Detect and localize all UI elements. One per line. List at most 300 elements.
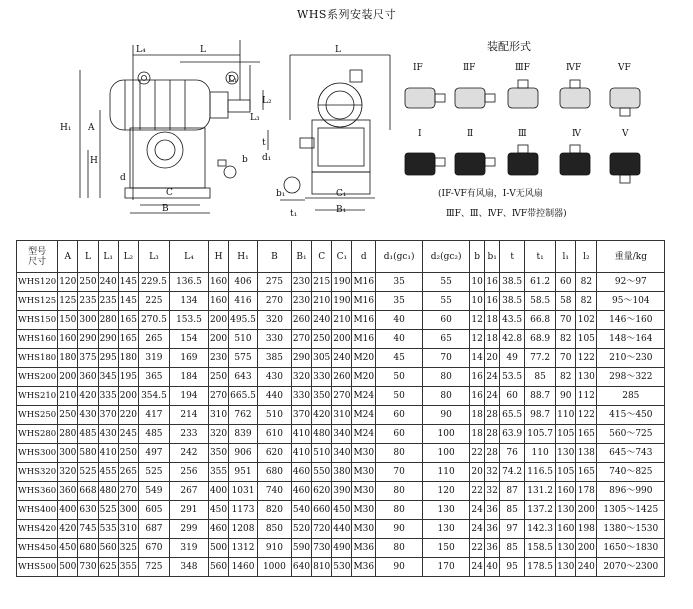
table-cell: 430 bbox=[78, 406, 98, 425]
table-cell: 354.5 bbox=[138, 387, 169, 406]
table-cell: 420 bbox=[78, 387, 98, 406]
table-cell: 210～230 bbox=[597, 349, 665, 368]
table-header bbox=[17, 241, 665, 273]
table-row bbox=[17, 273, 665, 292]
mount-label-top: ⅣF bbox=[566, 63, 582, 73]
table-cell: 1305～1425 bbox=[597, 501, 665, 520]
table-cell: 480 bbox=[98, 482, 118, 501]
mounting-note: ⅢF、Ⅲ、ⅣF、ⅣF带控制器) bbox=[446, 209, 567, 219]
table-cell: 134 bbox=[169, 292, 208, 311]
table-cell: 122 bbox=[576, 406, 597, 425]
table-cell: 90 bbox=[376, 558, 423, 577]
svg-text:L₃: L₃ bbox=[250, 113, 260, 123]
table-cell: M24 bbox=[352, 387, 376, 406]
table-cell: 250 bbox=[78, 273, 98, 292]
table-cell: 485 bbox=[78, 425, 98, 444]
table-cell: 745 bbox=[78, 520, 98, 539]
mount-label-top: ⅢF bbox=[515, 63, 530, 73]
table-cell: 214 bbox=[169, 406, 208, 425]
table-cell: 620 bbox=[312, 482, 332, 501]
table-cell: 497 bbox=[138, 444, 169, 463]
table-cell: 40 bbox=[376, 311, 423, 330]
table-cell: 350 bbox=[312, 387, 332, 406]
svg-text:t: t bbox=[262, 138, 266, 148]
table-cell: M30 bbox=[352, 482, 376, 501]
table-cell: 440 bbox=[257, 387, 291, 406]
column-header: l₁ bbox=[556, 241, 576, 273]
table-cell: 148～164 bbox=[597, 330, 665, 349]
table-cell: M20 bbox=[352, 349, 376, 368]
table-cell: 730 bbox=[312, 539, 332, 558]
table-cell: 180 bbox=[118, 349, 138, 368]
table-cell: 410 bbox=[291, 444, 311, 463]
table-cell: 200 bbox=[118, 387, 138, 406]
table-cell: 1380～1530 bbox=[597, 520, 665, 539]
table-cell: 130 bbox=[576, 368, 597, 387]
table-cell: 80 bbox=[423, 368, 470, 387]
column-header: d₂(gc₂) bbox=[423, 241, 470, 273]
table-cell: 340 bbox=[332, 444, 352, 463]
table-cell: 198 bbox=[576, 520, 597, 539]
mount-label-bottom: Ⅰ bbox=[418, 129, 422, 139]
table-cell: 16 bbox=[485, 273, 500, 292]
column-header: L₂ bbox=[118, 241, 138, 273]
table-row bbox=[17, 501, 665, 520]
table-cell: 82 bbox=[556, 368, 576, 387]
table-row bbox=[17, 444, 665, 463]
table-cell: 24 bbox=[470, 520, 485, 539]
table-cell: WHS420 bbox=[17, 520, 58, 539]
svg-text:d₁: d₁ bbox=[262, 153, 272, 163]
table-cell: 66.8 bbox=[525, 311, 556, 330]
table-cell: 60 bbox=[556, 273, 576, 292]
table-cell: 720 bbox=[312, 520, 332, 539]
table-cell: 200 bbox=[576, 539, 597, 558]
column-header: L₃ bbox=[138, 241, 169, 273]
table-cell: 55 bbox=[423, 292, 470, 311]
table-cell: 340 bbox=[332, 425, 352, 444]
table-cell: 310 bbox=[208, 406, 228, 425]
table-cell: 510 bbox=[257, 406, 291, 425]
table-cell: 270 bbox=[332, 387, 352, 406]
table-cell: 430 bbox=[98, 425, 118, 444]
table-cell: 110 bbox=[525, 444, 556, 463]
table-cell: 38.5 bbox=[500, 273, 525, 292]
table-cell: M16 bbox=[352, 330, 376, 349]
table-cell: 625 bbox=[98, 558, 118, 577]
table-cell: 200 bbox=[332, 330, 352, 349]
table-cell: 130 bbox=[556, 539, 576, 558]
table-cell: WHS280 bbox=[17, 425, 58, 444]
table-cell: 18 bbox=[470, 425, 485, 444]
mount-label-top: ⅤF bbox=[618, 63, 631, 73]
table-cell: 170 bbox=[423, 558, 470, 577]
table-row bbox=[17, 558, 665, 577]
table-cell: 490 bbox=[332, 539, 352, 558]
table-cell: 153.5 bbox=[169, 311, 208, 330]
table-cell: 110 bbox=[556, 406, 576, 425]
table-cell: 210 bbox=[58, 387, 78, 406]
table-cell: 535 bbox=[98, 520, 118, 539]
table-cell: 97 bbox=[500, 520, 525, 539]
table-cell: WHS450 bbox=[17, 539, 58, 558]
table-cell: M24 bbox=[352, 406, 376, 425]
table-cell: 160 bbox=[556, 520, 576, 539]
table-cell: 590 bbox=[291, 539, 311, 558]
table-cell: 298～322 bbox=[597, 368, 665, 387]
table-cell: 280 bbox=[58, 425, 78, 444]
table-cell: 32 bbox=[485, 463, 500, 482]
mount-label-bottom: Ⅳ bbox=[572, 129, 581, 139]
column-header: t bbox=[500, 241, 525, 273]
table-cell: 130 bbox=[556, 558, 576, 577]
table-cell: 560 bbox=[98, 539, 118, 558]
table-cell: 417 bbox=[138, 406, 169, 425]
table-cell: WHS160 bbox=[17, 330, 58, 349]
table-cell: 160 bbox=[208, 273, 228, 292]
table-cell: 16 bbox=[470, 387, 485, 406]
table-cell: 643 bbox=[229, 368, 258, 387]
table-cell: 400 bbox=[208, 482, 228, 501]
table-cell: 235 bbox=[98, 292, 118, 311]
table-cell: 105.7 bbox=[525, 425, 556, 444]
mount-label-bottom: Ⅲ bbox=[518, 129, 527, 139]
table-cell: 154 bbox=[169, 330, 208, 349]
table-row bbox=[17, 292, 665, 311]
table-cell: 305 bbox=[312, 349, 332, 368]
table-cell: 762 bbox=[229, 406, 258, 425]
column-header: d₁(gc₁) bbox=[376, 241, 423, 273]
table-cell: 450 bbox=[208, 501, 228, 520]
table-cell: 145 bbox=[118, 292, 138, 311]
table-cell: 16 bbox=[485, 292, 500, 311]
table-cell: 85 bbox=[500, 539, 525, 558]
table-cell: 14 bbox=[470, 349, 485, 368]
table-cell: 43.5 bbox=[500, 311, 525, 330]
svg-text:L₄: L₄ bbox=[136, 45, 146, 55]
table-cell: 58 bbox=[556, 292, 576, 311]
table-cell: 319 bbox=[169, 539, 208, 558]
table-cell: 450 bbox=[58, 539, 78, 558]
svg-text:L₂: L₂ bbox=[262, 96, 272, 106]
table-cell: 390 bbox=[332, 482, 352, 501]
table-cell: 345 bbox=[98, 368, 118, 387]
table-cell: 230 bbox=[291, 292, 311, 311]
table-cell: 40 bbox=[376, 330, 423, 349]
table-cell: 730 bbox=[78, 558, 98, 577]
table-cell: 88.7 bbox=[525, 387, 556, 406]
table-cell: 740 bbox=[257, 482, 291, 501]
table-cell: 270 bbox=[118, 482, 138, 501]
svg-text:A: A bbox=[88, 123, 95, 133]
table-cell: 300 bbox=[118, 501, 138, 520]
table-cell: 60 bbox=[376, 425, 423, 444]
table-cell: 1460 bbox=[229, 558, 258, 577]
table-cell: 122 bbox=[576, 349, 597, 368]
table-cell: 250 bbox=[312, 330, 332, 349]
table-cell: 480 bbox=[312, 425, 332, 444]
table-cell: 240 bbox=[332, 349, 352, 368]
table-cell: 28 bbox=[485, 406, 500, 425]
table-cell: 35 bbox=[376, 273, 423, 292]
table-cell: 76 bbox=[500, 444, 525, 463]
table-cell: 230 bbox=[291, 273, 311, 292]
table-cell: 549 bbox=[138, 482, 169, 501]
table-cell: M16 bbox=[352, 273, 376, 292]
mount-label-bottom: Ⅴ bbox=[622, 129, 629, 139]
table-cell: 265 bbox=[138, 330, 169, 349]
table-cell: 406 bbox=[229, 273, 258, 292]
table-cell: 839 bbox=[229, 425, 258, 444]
table-cell: 82 bbox=[556, 330, 576, 349]
table-cell: 525 bbox=[78, 463, 98, 482]
table-cell: 190 bbox=[332, 292, 352, 311]
table-cell: 20 bbox=[470, 463, 485, 482]
table-cell: 160 bbox=[208, 292, 228, 311]
table-cell: 290 bbox=[78, 330, 98, 349]
table-cell: 74.2 bbox=[500, 463, 525, 482]
table-cell: 70 bbox=[423, 349, 470, 368]
table-row bbox=[17, 311, 665, 330]
svg-text:C: C bbox=[166, 188, 173, 198]
table-cell: 36 bbox=[485, 520, 500, 539]
table-cell: 45 bbox=[376, 349, 423, 368]
table-cell: 85 bbox=[525, 368, 556, 387]
table-cell: 687 bbox=[138, 520, 169, 539]
table-cell: 12 bbox=[470, 330, 485, 349]
table-cell: M36 bbox=[352, 539, 376, 558]
column-header: C₁ bbox=[332, 241, 352, 273]
table-cell: 310 bbox=[332, 406, 352, 425]
table-row bbox=[17, 330, 665, 349]
table-cell: 229.5 bbox=[138, 273, 169, 292]
column-header: 重量/kg bbox=[597, 241, 665, 273]
column-header: C bbox=[312, 241, 332, 273]
table-cell: 105 bbox=[556, 425, 576, 444]
column-header: b bbox=[470, 241, 485, 273]
table-cell: 906 bbox=[229, 444, 258, 463]
table-cell: 116.5 bbox=[525, 463, 556, 482]
dimension-table bbox=[16, 240, 665, 577]
mount-label-bottom: Ⅱ bbox=[467, 129, 474, 139]
table-cell: 265 bbox=[118, 463, 138, 482]
column-header: L₁ bbox=[98, 241, 118, 273]
mount-label-top: ⅡF bbox=[463, 63, 476, 73]
table-cell: 330 bbox=[312, 368, 332, 387]
table-cell: 355 bbox=[208, 463, 228, 482]
table-cell: 10 bbox=[470, 273, 485, 292]
table-cell: 540 bbox=[291, 501, 311, 520]
column-header: A bbox=[58, 241, 78, 273]
table-cell: 70 bbox=[376, 463, 423, 482]
table-cell: 275 bbox=[257, 273, 291, 292]
column-header: B bbox=[257, 241, 291, 273]
table-cell: 640 bbox=[291, 558, 311, 577]
table-cell: 1173 bbox=[229, 501, 258, 520]
table-cell: 120 bbox=[58, 273, 78, 292]
table-cell: 320 bbox=[257, 311, 291, 330]
table-cell: 200 bbox=[208, 330, 228, 349]
table-cell: 150 bbox=[423, 539, 470, 558]
table-cell: M30 bbox=[352, 444, 376, 463]
table-cell: 63.9 bbox=[500, 425, 525, 444]
table-cell: 24 bbox=[470, 501, 485, 520]
table-cell: 82 bbox=[576, 292, 597, 311]
table-cell: 55 bbox=[423, 273, 470, 292]
table-cell: 460 bbox=[291, 463, 311, 482]
table-cell: 210 bbox=[332, 311, 352, 330]
table-cell: 165 bbox=[118, 330, 138, 349]
table-cell: 165 bbox=[576, 463, 597, 482]
table-cell: 105 bbox=[556, 463, 576, 482]
mount-label-top: ⅠF bbox=[413, 63, 423, 73]
table-cell: 360 bbox=[78, 368, 98, 387]
table-cell: 87 bbox=[500, 482, 525, 501]
table-cell: 22 bbox=[470, 444, 485, 463]
table-cell: 100 bbox=[423, 444, 470, 463]
table-cell: 158.5 bbox=[525, 539, 556, 558]
table-cell: WHS200 bbox=[17, 368, 58, 387]
table-cell: 194 bbox=[169, 387, 208, 406]
table-cell: 80 bbox=[376, 539, 423, 558]
table-cell: 90 bbox=[556, 387, 576, 406]
table-cell: 150 bbox=[58, 311, 78, 330]
table-cell: 645～743 bbox=[597, 444, 665, 463]
table-cell: 70 bbox=[556, 349, 576, 368]
table-cell: WHS125 bbox=[17, 292, 58, 311]
table-cell: 35 bbox=[376, 292, 423, 311]
table-cell: 400 bbox=[58, 501, 78, 520]
table-cell: 36 bbox=[485, 501, 500, 520]
table-cell: 416 bbox=[229, 292, 258, 311]
table-cell: 740～825 bbox=[597, 463, 665, 482]
svg-text:d: d bbox=[120, 173, 126, 183]
table-cell: 160 bbox=[556, 482, 576, 501]
table-cell: 50 bbox=[376, 387, 423, 406]
table-cell: 110 bbox=[423, 463, 470, 482]
table-cell: 330 bbox=[257, 330, 291, 349]
table-cell: 112 bbox=[576, 387, 597, 406]
table-cell: 28 bbox=[485, 425, 500, 444]
svg-text:t₁: t₁ bbox=[290, 209, 298, 219]
column-header: L bbox=[78, 241, 98, 273]
table-cell: 165 bbox=[118, 311, 138, 330]
table-cell: 102 bbox=[576, 311, 597, 330]
table-cell: M24 bbox=[352, 425, 376, 444]
table-cell: 250 bbox=[118, 444, 138, 463]
table-cell: 365 bbox=[138, 368, 169, 387]
table-cell: 725 bbox=[138, 558, 169, 577]
table-cell: 65.5 bbox=[500, 406, 525, 425]
table-row bbox=[17, 520, 665, 539]
table-cell: 420 bbox=[58, 520, 78, 539]
column-header: L₄ bbox=[169, 241, 208, 273]
table-cell: 24 bbox=[485, 387, 500, 406]
table-cell: 184 bbox=[169, 368, 208, 387]
column-header: t₁ bbox=[525, 241, 556, 273]
table-row bbox=[17, 387, 665, 406]
table-cell: 130 bbox=[556, 444, 576, 463]
table-cell: WHS400 bbox=[17, 501, 58, 520]
table-cell: 100 bbox=[423, 425, 470, 444]
table-cell: 665.5 bbox=[229, 387, 258, 406]
table-row bbox=[17, 463, 665, 482]
table-cell: 178 bbox=[576, 482, 597, 501]
table-cell: 440 bbox=[332, 520, 352, 539]
table-cell: 60 bbox=[376, 406, 423, 425]
table-cell: 668 bbox=[78, 482, 98, 501]
table-cell: 18 bbox=[485, 311, 500, 330]
svg-text:H₁: H₁ bbox=[60, 123, 72, 133]
table-cell: 36 bbox=[485, 539, 500, 558]
table-cell: 68.9 bbox=[525, 330, 556, 349]
table-cell: 385 bbox=[257, 349, 291, 368]
table-cell: 10 bbox=[470, 292, 485, 311]
table-cell: 370 bbox=[98, 406, 118, 425]
table-cell: 136.5 bbox=[169, 273, 208, 292]
table-cell: 355 bbox=[118, 558, 138, 577]
table-cell: 951 bbox=[229, 463, 258, 482]
table-cell: 430 bbox=[257, 368, 291, 387]
table-cell: 290 bbox=[291, 349, 311, 368]
table-cell: 233 bbox=[169, 425, 208, 444]
table-cell: 145 bbox=[118, 273, 138, 292]
table-cell: 680 bbox=[257, 463, 291, 482]
table-cell: 40 bbox=[485, 558, 500, 577]
table-cell: 50 bbox=[376, 368, 423, 387]
table-cell: 42.8 bbox=[500, 330, 525, 349]
table-cell: 80 bbox=[376, 482, 423, 501]
table-cell: 850 bbox=[257, 520, 291, 539]
table-cell: 270 bbox=[291, 330, 311, 349]
table-cell: 58.5 bbox=[525, 292, 556, 311]
table-cell: 295 bbox=[98, 349, 118, 368]
table-cell: 320 bbox=[208, 425, 228, 444]
table-cell: 22 bbox=[470, 482, 485, 501]
table-cell: 95～104 bbox=[597, 292, 665, 311]
table-cell: 530 bbox=[332, 558, 352, 577]
table-row bbox=[17, 406, 665, 425]
table-row bbox=[17, 368, 665, 387]
table-cell: 240 bbox=[98, 273, 118, 292]
table-cell: WHS150 bbox=[17, 311, 58, 330]
table-cell: 90 bbox=[376, 520, 423, 539]
table-cell: 320 bbox=[58, 463, 78, 482]
table-cell: 131.2 bbox=[525, 482, 556, 501]
table-cell: M16 bbox=[352, 311, 376, 330]
table-cell: 380 bbox=[332, 463, 352, 482]
table-cell: 285 bbox=[597, 387, 665, 406]
table-cell: 580 bbox=[78, 444, 98, 463]
table-cell: 500 bbox=[58, 558, 78, 577]
table-cell: M30 bbox=[352, 463, 376, 482]
table-cell: WHS180 bbox=[17, 349, 58, 368]
table-cell: 267 bbox=[169, 482, 208, 501]
table-cell: 215 bbox=[312, 273, 332, 292]
table-cell: 28 bbox=[485, 444, 500, 463]
svg-text:b: b bbox=[242, 155, 248, 165]
table-cell: 32 bbox=[485, 482, 500, 501]
table-cell: 200 bbox=[58, 368, 78, 387]
table-cell: 160 bbox=[58, 330, 78, 349]
table-cell: M30 bbox=[352, 520, 376, 539]
table-cell: 500 bbox=[208, 539, 228, 558]
table-cell: 1312 bbox=[229, 539, 258, 558]
table-cell: 20 bbox=[485, 349, 500, 368]
table-cell: 125 bbox=[58, 292, 78, 311]
table-cell: WHS120 bbox=[17, 273, 58, 292]
table-cell: 12 bbox=[470, 311, 485, 330]
